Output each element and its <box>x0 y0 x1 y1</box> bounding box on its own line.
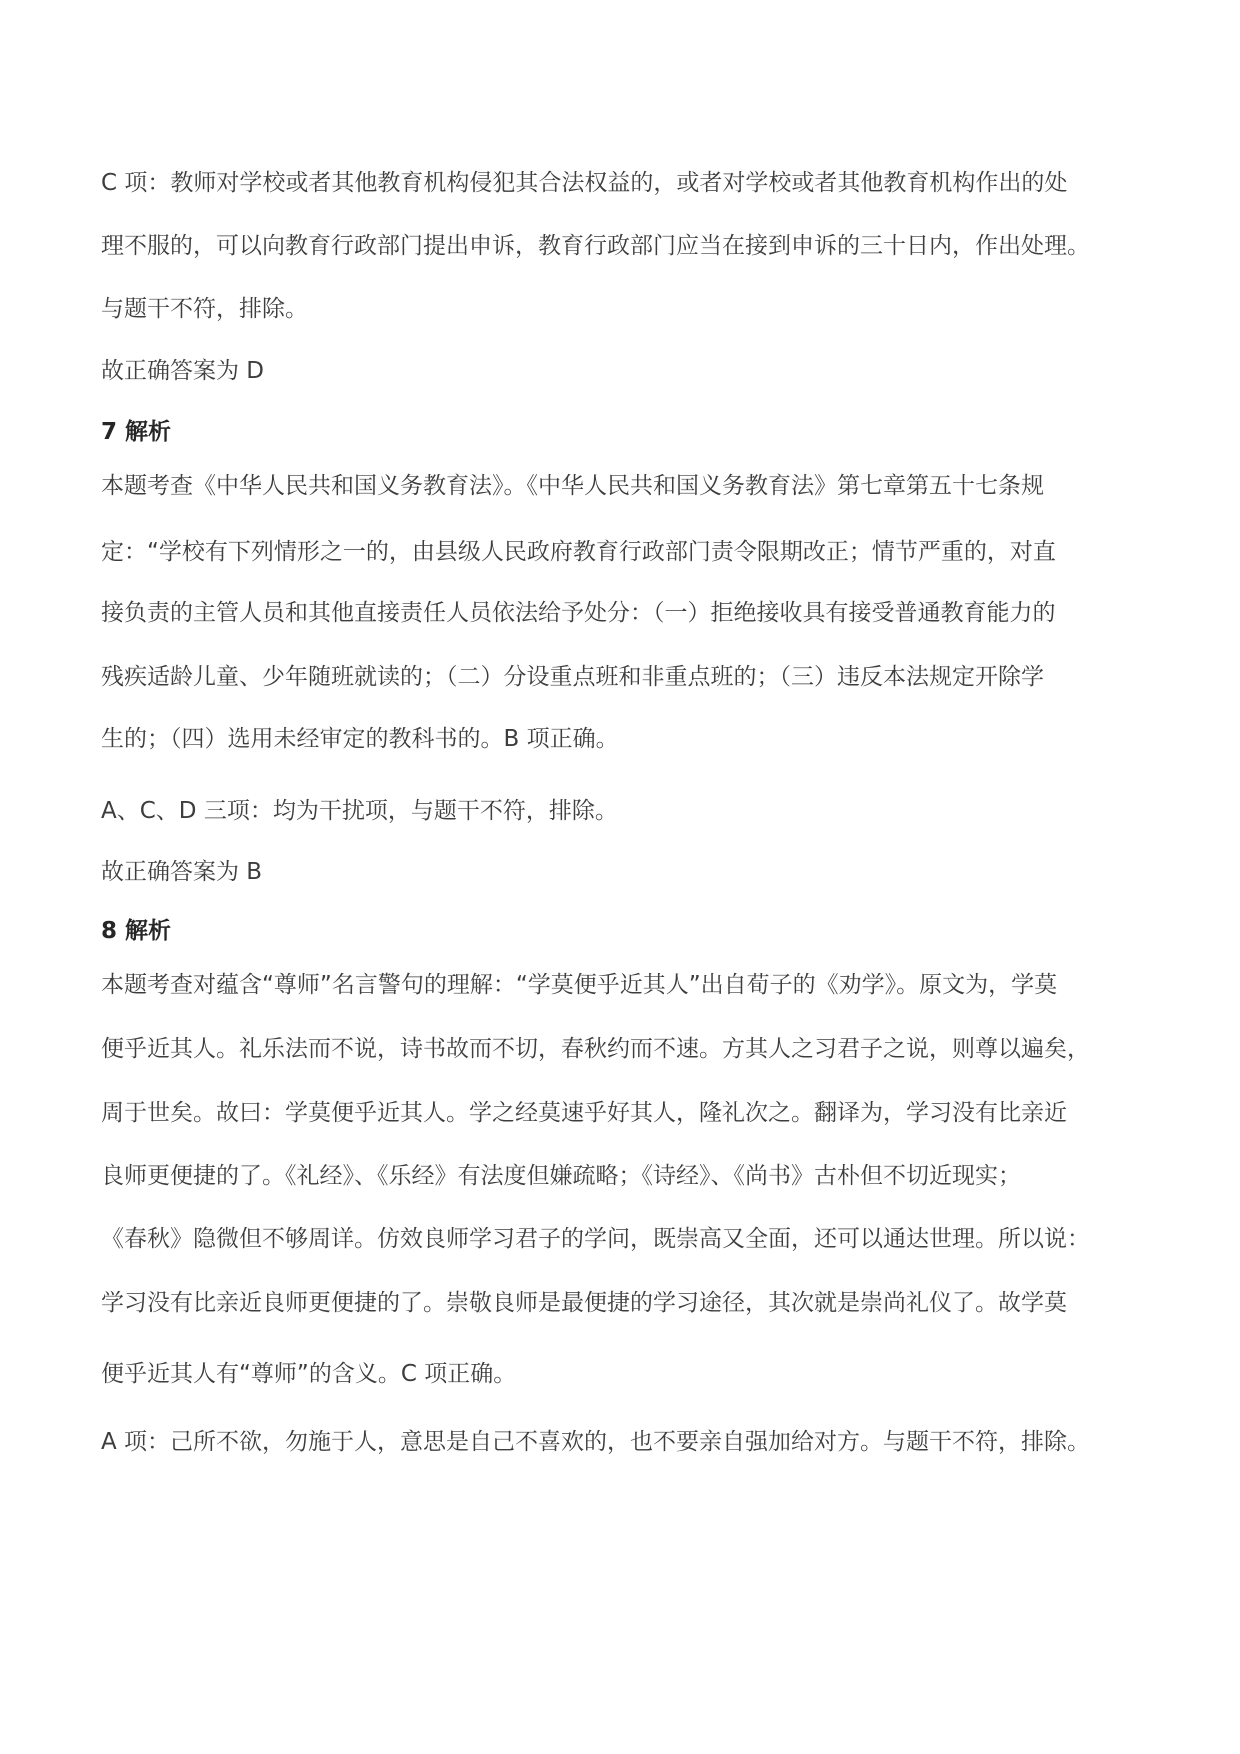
paragraph-line: 生的；（四）选用未经审定的教科书的。B 项正确。 <box>101 726 619 752</box>
paragraph-line: 良师更便捷的了。《礼经》、《乐经》有法度但嫌疏略；《诗经》、《尚书》古朴但不切近现实； <box>101 1163 1021 1189</box>
paragraph-line: 《春秋》隐微但不够周详。仿效良师学习君子的学问，既崇高又全面，还可以通达世理。所以说： <box>101 1226 1090 1252</box>
paragraph-line: 与题干不符，排除。 <box>101 296 308 322</box>
paragraph-line: C 项：教师对学校或者其他教育机构侵犯其合法权益的，或者对学校或者其他教育机构作出的处 <box>101 170 1068 196</box>
paragraph-line: 便乎近其人有“尊师”的含义。C 项正确。 <box>101 1361 517 1387</box>
paragraph-line: 残疾适龄儿童、少年随班就读的；（二）分设重点班和非重点班的；（三）违反本法规定开除学 <box>101 664 1044 690</box>
answer-line: 故正确答案为 B <box>101 859 263 885</box>
paragraph-line: 接负责的主管人员和其他直接责任人员依法给予处分：（一）拒绝接收具有接受普通教育能力的 <box>101 600 1056 626</box>
paragraph-line: 学习没有比亲近良师更便捷的了。崇敬良师是最便捷的学习途径，其次就是崇尚礼仪了。故学莫 <box>101 1290 1067 1316</box>
paragraph-line: A、C、D 三项：均为干扰项，与题干不符，排除。 <box>101 798 618 824</box>
section-heading: 7 解析 <box>101 419 172 445</box>
paragraph-line: 便乎近其人。礼乐法而不说，诗书故而不切，春秋约而不速。方其人之习君子之说，则尊以遍矣， <box>101 1036 1090 1062</box>
paragraph-line: 本题考查对蕴含“尊师”名言警句的理解：“学莫便乎近其人”出自荀子的《劝学》。原文为，学莫 <box>101 972 1058 998</box>
paragraph-line: A 项：己所不欲，勿施于人，意思是自己不喜欢的，也不要亲自强加给对方。与题干不符，排除。 <box>101 1429 1091 1455</box>
answer-line: 故正确答案为 D <box>101 358 265 384</box>
paragraph-line: 本题考查《中华人民共和国义务教育法》。《中华人民共和国义务教育法》第七章第五十七条规 <box>101 473 1044 499</box>
section-heading: 8 解析 <box>101 918 172 944</box>
paragraph-line: 理不服的，可以向教育行政部门提出申诉，教育行政部门应当在接到申诉的三十日内，作出处理。 <box>101 233 1090 259</box>
paragraph-line: 定：“学校有下列情形之一的，由县级人民政府教育行政部门责令限期改正；情节严重的，对直 <box>101 539 1056 565</box>
paragraph-line: 周于世矣。故曰：学莫便乎近其人。学之经莫速乎好其人，隆礼次之。翻译为，学习没有比亲近 <box>101 1100 1067 1126</box>
